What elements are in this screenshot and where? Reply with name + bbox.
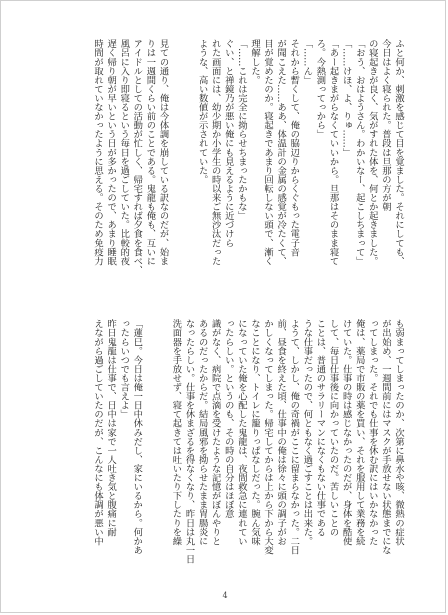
text-line: れた画面には、幼少期か小学生の時以来ご無沙汰だった: [209, 39, 221, 266]
text-line: 昨日鬼龍は仕事で、日中は家で一人吐き気と腹痛に耐: [105, 319, 117, 537]
text-line: 「おう、おはようさん。わかいなー、起こしちまって」: [353, 39, 365, 266]
text-line: 「……けほ、よ、りゅ……」: [340, 39, 352, 157]
text-line: 「蓮巳。今日は俺一日中休みだし、家にいるから。何かあ: [131, 319, 143, 555]
text-block-upper: [41, 39, 405, 281]
text-line: して、毎日仕事後に向かっていたのだ。苦しいことの: [327, 319, 339, 537]
text-line: えながら過ごしていたのだが、こんなにも体調が悪い中: [92, 319, 104, 546]
text-line: ようて、しかし、俺の奇禍がここに留まらなかった。二日: [288, 319, 300, 555]
text-line: 洗面器を手放せず、寝て起きては吐いたり下したりを繰: [170, 319, 182, 546]
text-block-lower: [41, 319, 405, 577]
text-line: あるのだったからだ。結局風邪を拗らせたまま胃腸炎に: [196, 319, 208, 546]
text-line: 今日はよく寝られた。普段は旦那の方が朝: [379, 39, 391, 211]
text-line: それから暫くして、俺の脇辺りからくぐもった電子音: [288, 39, 300, 257]
text-line: が出始め、一週間前にはマスクが手放せない状態までにな: [379, 319, 391, 555]
text-line: 「あー起きまがらなくていいから。旦那はそのまま寝て: [327, 39, 339, 266]
text-line: も弱まってしまったのか、次第に鼻水や咳、微熱の症状: [393, 319, 404, 546]
text-line: うな仕事だったので、何ともなく過ごすことは出来た。: [301, 319, 313, 546]
text-line: ふと何か、刺激を感じて目を覚ました。それにしても、: [393, 39, 404, 266]
text-line: けていた。仕事の時は感じなかったのだが、身体を酷使: [340, 319, 352, 546]
text-line: が聞こえた……ああ、体温計の金属の感覚が冷たくて、: [275, 39, 287, 266]
text-line: かしくなってしまった。帰宅してからは上から下から大変: [262, 319, 274, 555]
text-line: 「……ん」: [301, 39, 313, 85]
text-line: 識がなく、病院で点滴を受けたような記憶がぼんやりと: [209, 319, 221, 546]
text-line: なことになり、トイレに籠りっぱなしだった。腕ん気味: [248, 319, 260, 546]
text-line: 見ての通り、俺は今体調を崩している訳なのだが、始ま: [157, 39, 169, 266]
text-line: 俺は、薬局で市販の薬を買い、それを服用して業務を続: [353, 319, 365, 546]
text-line: ような、高い数値が示されていた。: [196, 39, 208, 184]
text-line: ったらしい。というのも、その時の自分はほぼ意: [222, 319, 234, 519]
text-line: ったらいつでも言えよ」: [118, 319, 130, 419]
text-line: 目が覚めたのか。寝起きであまり回転しない頭で、漸く: [262, 39, 274, 266]
text-line: 「……これは完全に拗らせちまったかもな」: [235, 39, 247, 220]
text-line: ことは、普通のサラリーマンになくもない仕事である: [314, 319, 326, 537]
text-line: ぐい、と禅鏡乃が悪い俺にも見えるように近づけら: [222, 39, 234, 248]
text-line: 風呂に入り即寝るという毎日を過ごしていた。比較的夜: [118, 39, 130, 266]
text-line: 時間が取れていなかったように思える。そのため免疫力: [92, 39, 104, 266]
text-line: 前、昼食を終えた頃、仕事中の俺は徐々に頭の調子がお: [275, 319, 287, 546]
paragraph-gap: [170, 39, 196, 281]
paragraph-gap: [143, 319, 169, 577]
text-line: になっていた俺を心配した鬼龍は、夜間救急に連れてい: [235, 319, 247, 546]
text-line: りは一週間くらい前のことである。鬼龍も俺も、互いに: [144, 39, 156, 266]
page-number: 4: [222, 591, 228, 600]
text-line: ってしまった。それでも仕事を休む訳にはいかなかった: [366, 319, 378, 546]
text-line: 理解した。: [248, 39, 260, 85]
text-line: アイドルとしての活動が忙しく、帰宅すれば夕食を食べ、: [131, 39, 143, 275]
text-line: の寝起きが良く、気がすれた体を、何とか起きました。: [366, 39, 378, 266]
text-line: ろ。今熱測ってっから」: [314, 39, 326, 139]
text-line: 遅く帰り朝が早いという日が多かったので、あまり睡眠: [105, 39, 117, 266]
text-line: なったらしい。仕事を休まざるを得なくなり、昨日は丸一日: [183, 319, 195, 564]
